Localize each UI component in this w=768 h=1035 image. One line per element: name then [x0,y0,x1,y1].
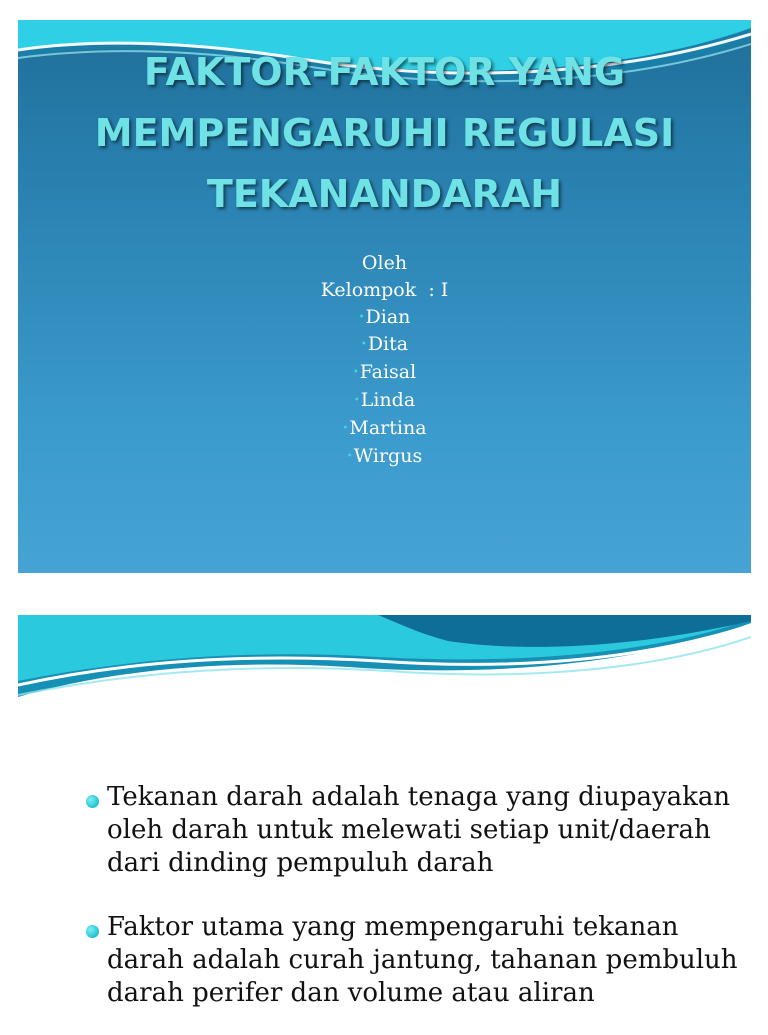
member-name: Linda [360,388,416,411]
member-item [18,443,751,471]
member-name: Faisal [359,361,417,384]
bullet-list [71,781,741,1035]
bullet-dot-icon: • [352,367,359,379]
member-name: Dita [367,333,409,356]
slide-2-wave-decoration [18,615,751,710]
bullet-dot-icon: • [360,339,367,351]
member-item [18,359,751,387]
credits-group-label: Kelompok : I [320,278,449,301]
title-line: MEMPENGARUHI REGULASI [94,111,675,155]
member-item [18,331,751,359]
member-item [18,304,751,332]
slide-title [18,42,751,225]
bullet-dot-icon: • [346,450,353,462]
bullet-dot-icon [86,925,99,938]
bullet-item [71,911,741,1010]
member-item [18,387,751,415]
bullet-dot-icon: • [353,394,360,406]
member-name: Martina [349,416,427,439]
bullet-dot-icon [86,795,99,808]
bullet-dot-icon: • [358,311,365,323]
title-slide [18,20,751,573]
bullet-text: Tekanan darah adalah tenaga yang diupayakan oleh darah untuk melewati setiap unit/daerah dari dinding pempuluh darah [107,782,731,878]
bullet-item [71,781,741,880]
title-line: TEKANANDARAH [206,172,563,216]
title-line: FAKTOR-FAKTOR YANG [143,50,626,94]
content-slide [18,615,751,1035]
bullet-dot-icon: • [342,422,349,434]
member-name: Dian [365,305,411,328]
bullet-text: Faktor utama yang mempengaruhi tekanan darah adalah curah jantung, tahanan pembuluh darah perifer dan volume atau aliran [107,912,738,1008]
credits-block [18,250,751,470]
member-name: Wirgus [353,444,423,467]
member-item [18,415,751,443]
credits-by-label: Oleh [361,252,408,274]
